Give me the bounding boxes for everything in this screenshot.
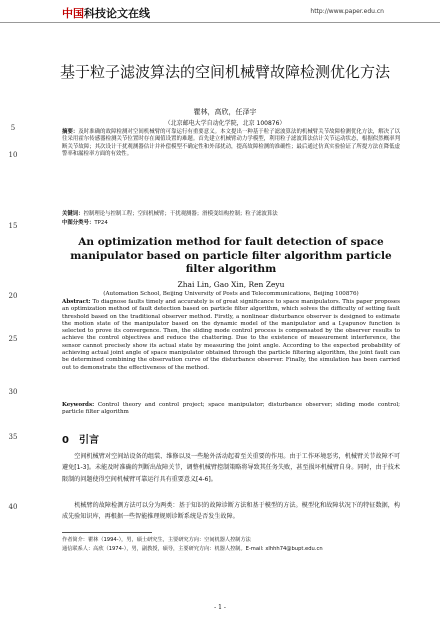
line-number: 30 [8,388,18,396]
line-number: 40 [8,503,18,511]
english-keywords [62,402,400,417]
section-number: 0 [62,435,69,446]
chinese-abstract [62,129,400,159]
page-number: - 1 - [214,604,226,611]
footnote-author-bio: 作者简介：瞿林（1994-），男，硕士研究生，主要研究方向：空间机器人控制方法 [62,537,251,543]
chinese-keywords-label: 关键词： [62,211,84,217]
footnote-corresponding-author: 通信联系人：高欣（1974-），男，副教授，硕导，主要研究方向：机器人控制。E-mail: xlhhh74@bupt.edu.cn [62,546,323,552]
chinese-authors: 瞿林，高欣，任泽宇 [193,108,257,116]
english-affiliation: (Automation School, Beijing University of Posts and Telecommunications, Beijing 100876) [103,291,359,297]
chinese-keywords [62,211,400,218]
chinese-keywords-text: 控制理论与控制工程；空间机械臂；干扰观测器；滑模变结构控制；粒子滤波算法 [83,211,278,217]
line-number: 25 [8,335,18,343]
english-abstract-text: To diagnose faults timely and accurately is of great significance to space manipulators. This paper proposes an optimization method of fault detection based on particle filter algorithm, which solves the difficulty of setting fault threshold based on the traditional observer method. Firstly, a nonlinear disturbance observer is designed to estimate the motion state of the manipulator based on the dynamic model of the manipulator and a Lyapunov function is selected to prove its convergence. Then, the sliding mode control process is compensated by the observer results to achieve the control objectives and reduce the chattering. Due to the existence of measurement interference, the sensor cannot precisely show its actual state by measuring the joint angle. According to the expected probability of achieving actual joint angle of space manipulator obtained through the particle filtering algorithm, the joint fault can be determined combining the observation curve of the disturbance observer. Finally, the simulation has been carried out to demonstrate the effectiveness of the method. [62,299,400,371]
english-abstract [62,299,400,372]
chinese-abstract-text: 及时准确的故障检测对空间机械臂的可靠运行有重要意义。本文提出一种基于粒子滤波算法的机械臂关节故障检测优化方法，解决了以往采用霍尔传感器检测关节位置时存在阈值设置的难题。首先建立机械臂动力学模型，利用粒子滤波算法估计关节运动状态，根据似然概率判断关节故障；其次设计干扰观测器估计并补偿模型不确定性和外部扰动，提高故障检测的准确性；最后通过仿真实验验证了所提方法在降低虚警率和漏检率方面的有效性。 [62,129,400,158]
chinese-clc-value: TP24 [94,220,108,226]
site-logo[interactable] [62,5,150,21]
chinese-clc [62,220,400,227]
logo-black-text: 科技论文在线 [84,7,150,20]
footnote-divider [62,532,152,533]
page-header [0,0,440,23]
chinese-abstract-label: 摘要： [62,129,79,135]
logo-red-text: 中国 [62,7,84,20]
body-paragraph: 空间机械臂对空间站设备的组装、维修以及一些舱外活动起着至关重要的作用。由于工作环境恶劣，机械臂关节故障不可避免[1-3]。未能及时准确的判断出故障关节，调整机械臂控制策略将导致其任务失败，甚至损坏机械臂自身。同时，由于技术限制的问题使得空间机械臂可靠运行具有重要意义[4-6]。 [62,453,400,483]
english-title: An optimization method for fault detection of space manipulator based on particle filter algorithm particle filter algorithm [70,236,392,275]
header-url[interactable]: http://www.paper.edu.cn [310,8,384,15]
line-number: 10 [8,151,18,159]
english-keywords-label: Keywords: [62,402,95,408]
line-number: 15 [8,222,18,230]
body-paragraph: 机械臂的故障检测方法可以分为两类：基于知识的故障诊断方法和基于模型的方法。模型化和故障状况下的特征数据，构成先验知识库，再根据一些智能推理规则诊断系统是否发生故障。 [62,502,400,521]
english-keywords-text: Control theory and control project; space manipulator; disturbance observer; sliding mode control; particle filter algorithm [62,402,400,416]
line-number: 20 [8,292,18,300]
section-heading [62,431,99,446]
line-number: 35 [8,433,18,441]
english-abstract-label: Abstract: [62,299,91,305]
chinese-clc-label: 中图分类号： [62,220,95,226]
line-number: 5 [10,124,16,132]
chinese-affiliation: （北京邮电大学自动化学院，北京 100876） [164,120,286,127]
chinese-title: 基于粒子滤波算法的空间机械臂故障检测优化方法 [60,63,391,81]
english-authors: Zhai Lin, Gao Xin, Ren Zeyu [177,280,285,289]
section-title: 引言 [78,435,99,446]
